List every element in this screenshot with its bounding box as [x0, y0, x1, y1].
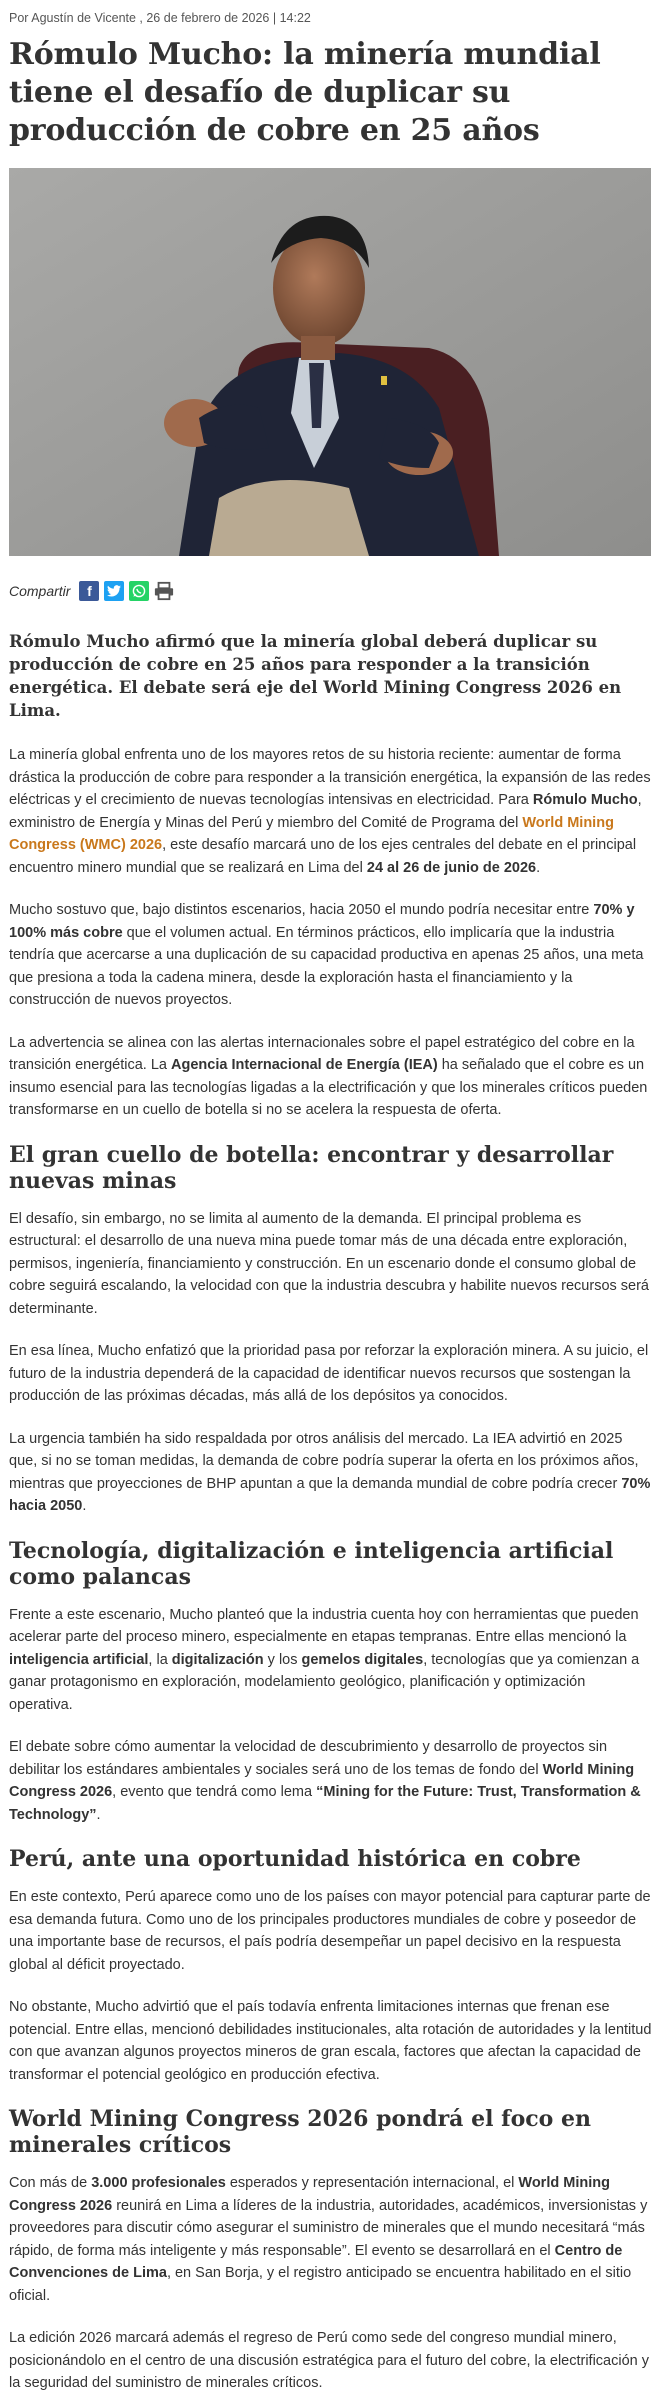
paragraph-4: El desafío, sin embargo, no se limita al aumento de la demanda. El principal problema es estructural: el desarrollo de una nueva mina puede tomar más de una década entre exploración, permisos, ingeniería, financiamiento y construcción. En un escenario donde el consumo global de cobre seguirá escalando, la velocidad con que la industria descubra y habilite nuevos recursos será determinante.	[9, 1210, 649, 1317]
paragraph-3: La advertencia se alinea con las alertas internacionales sobre el papel estratégico del cobre en la transición energética. La Agencia Internacional de Energía (IEA) ha señalado que el cobre es un insumo esencial para las tecnologías ligadas a la electrificación y que los minerales críticos pueden transformarse en un cuello de botella si no se acelera la respuesta de oferta.	[9, 1034, 648, 1118]
paragraph-8: El debate sobre cómo aumentar la velocidad de descubrimiento y desarrollo de proyectos sin debilitar los estándares ambientales y sociales será uno de los temas de fondo del World Mining Congress 2026, evento que tendrá como lema “Mining for the Future: Trust, Transformation & Technology”.	[9, 1739, 641, 1823]
paragraph-11: Con más de 3.000 profesionales esperados y representación internacional, el World Mining Congress 2026 reunirá en Lima a líderes de la industria, autoridades, académicos, inversionistas y proveedores para discutir cómo asegurar el suministro de minerales que el mundo necesitará “más rápido, de forma más inteligente y más responsable”. El evento se desarrollará en el Centro de Convenciones de Lima, en San Borja, y el registro anticipado se encuentra habilitado en el sitio oficial.	[9, 2175, 648, 2304]
byline: Por Agustín de Vicente , 26 de febrero de 2026 | 14:22	[9, 11, 311, 25]
print-icon[interactable]	[154, 581, 174, 601]
paragraph-6: La urgencia también ha sido respaldada por otros análisis del mercado. La IEA advirtió en 2025 que, si no se toman medidas, la demanda de cobre podría superar la oferta en los próximos años, mientras que proyecciones de BHP apuntan a que la demanda mundial de cobre podría crecer 70% hacia 2050.	[9, 1430, 651, 1514]
wmc-link[interactable]: World Mining Congress (WMC) 2026	[9, 814, 614, 853]
section-heading-technology: Tecnología, digitalización e inteligencia artificial como palancas	[9, 1537, 614, 1590]
section-heading-bottleneck: El gran cuello de botella: encontrar y desarrollar nuevas minas	[9, 1141, 614, 1194]
paragraph-7: Frente a este escenario, Mucho planteó que la industria cuenta hoy con herramientas que pueden acelerar parte del proceso minero, especialmente en etapas tempranas. Entre ellas mencionó la inteligencia artificial, la digitalización y los gemelos digitales, tecnologías que ya comienzan a ganar protagonismo en exploración, modelamiento geológico, planificación y optimización operativa.	[9, 1606, 640, 1713]
share-bar	[9, 578, 652, 604]
article-title: Rómulo Mucho: la minería mundial tiene el desafío de duplicar su producción de cobre en 25 años	[9, 37, 601, 148]
section-heading-peru: Perú, ante una oportunidad histórica en cobre	[9, 1846, 581, 1872]
whatsapp-icon[interactable]	[129, 581, 149, 601]
paragraph-10: No obstante, Mucho advirtió que el país todavía enfrenta limitaciones internas que frenan ese potencial. Entre ellas, mencionó debilidades institucionales, alta rotación de autoridades y la lentitud con que avanzan algunos proyectos mineros de gran escala, factores que afectan la capacidad de transformar el potencial geológico en producción efectiva.	[9, 1999, 652, 2083]
twitter-icon[interactable]	[104, 581, 124, 601]
paragraph-1: La minería global enfrenta uno de los mayores retos de su historia reciente: aumentar de forma drástica la producción de cobre para responder a la transición energética, la expansión de las redes eléctricas y el crecimiento de nuevas tecnologías intensivas en electricidad. Para Rómulo Mucho, exministro de Energía y Minas del Perú y miembro del Comité de Programa del World Mining Congress (WMC) 2026, este desafío marcará uno de los ejes centrales del debate en el principal encuentro minero mundial que se realizará en Lima del 24 al 26 de junio de 2026.	[9, 747, 651, 876]
paragraph-5: En esa línea, Mucho enfatizó que la prioridad pasa por reforzar la exploración minera. A su juicio, el futuro de la industria dependerá de la capacidad de identificar nuevos recursos que sostengan la producción de las próximas décadas, más allá de los depósitos ya conocidos.	[9, 1343, 649, 1404]
paragraph-9: En este contexto, Perú aparece como uno de los países con mayor potencial para capturar parte de esa demanda futura. Como uno de los principales productores mundiales de cobre y poseedor de una importante base de recursos, el país podría desempeñar un papel decisivo en la respuesta global al déficit proyectado.	[9, 1889, 651, 1973]
paragraph-12: La edición 2026 marcará además el regreso de Perú como sede del congreso mundial minero, posicionándolo en el centro de una discusión estratégica para el futuro del cobre, la electrificación y la seguridad del suministro de minerales críticos.	[9, 2330, 649, 2391]
hero-photo	[9, 168, 651, 556]
section-heading-wmc: World Mining Congress 2026 pondrá el foco en minerales críticos	[9, 2106, 591, 2158]
article-lead: Rómulo Mucho afirmó que la minería global deberá duplicar su producción de cobre en 25 años para responder a la transición energética. El debate será eje del World Mining Congress 2026 en Lima.	[9, 632, 622, 720]
hero-photo-illustration	[9, 168, 651, 556]
facebook-icon[interactable]: f	[79, 581, 99, 601]
paragraph-2: Mucho sostuvo que, bajo distintos escenarios, hacia 2050 el mundo podría necesitar entre 70% y 100% más cobre que el volumen actual. En términos prácticos, ello implicaría que la industria tendría que acercarse a una duplicación de su capacidad productiva en apenas 25 años, una meta que presiona a toda la cadena minera, desde la exploración hasta el financiamiento y la construcción de nuevos proyectos.	[9, 902, 644, 1008]
share-label: Compartir	[9, 583, 71, 599]
